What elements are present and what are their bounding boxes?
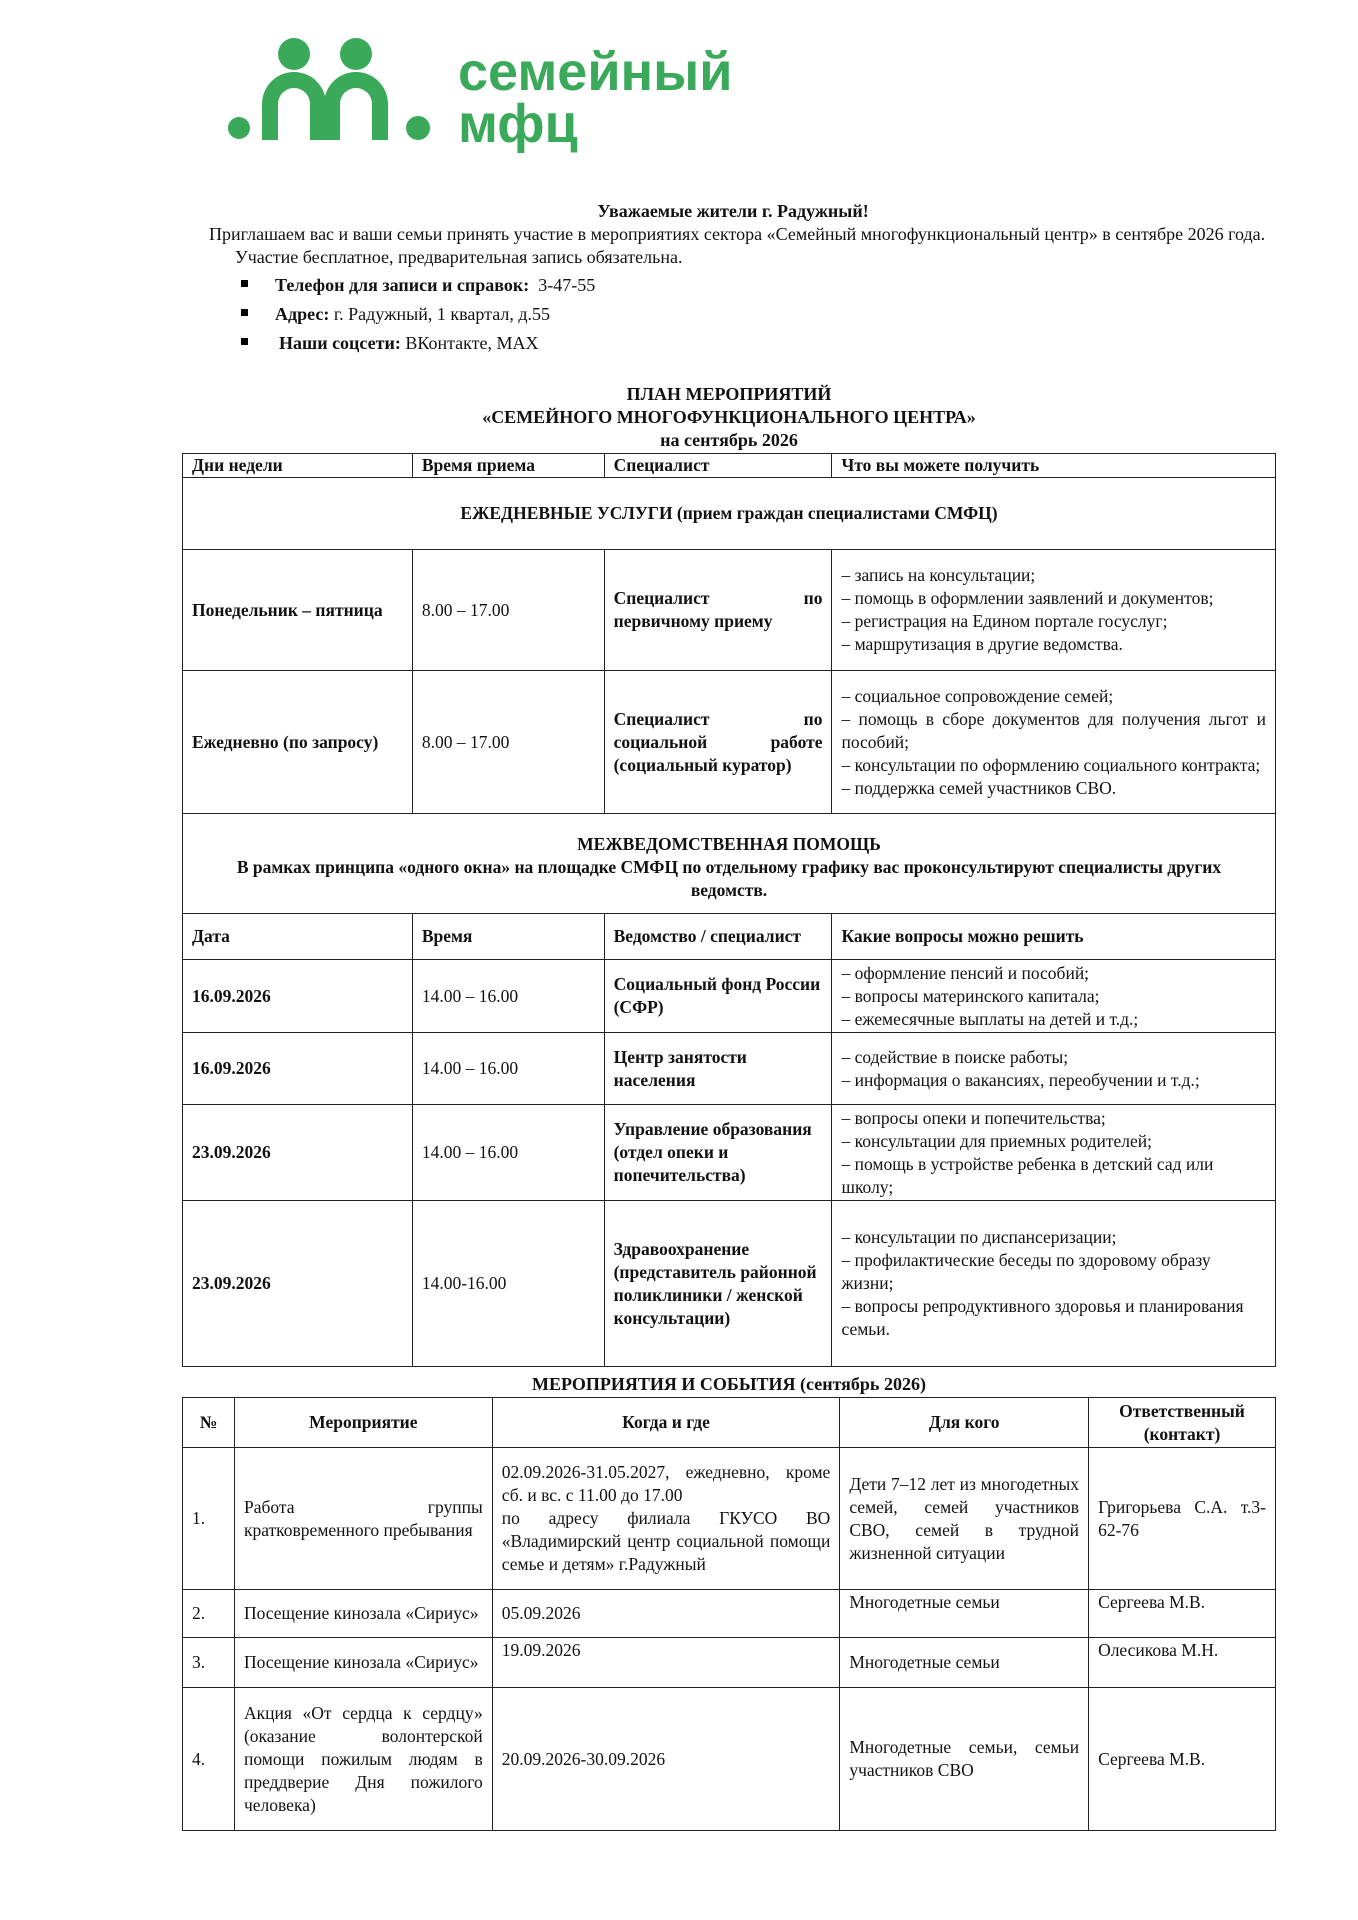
greeting: Уважаемые жители г. Радужный!	[597, 201, 869, 221]
bullet-square-icon	[241, 280, 248, 287]
inter-title: МЕЖВЕДОМСТВЕННАЯ ПОМОЩЬ	[577, 834, 881, 854]
header-specialist: Специалист	[604, 454, 832, 478]
inter-date: 16.09.2026	[183, 1033, 413, 1105]
plan-header-row	[183, 454, 1276, 478]
event-who: Дети 7–12 лет из многодетных семей, семей участников СВО, семей в трудной жизненной ситуации	[840, 1448, 1089, 1590]
daily-specialist: Специалист по социальной работе (социальный куратор)	[604, 671, 832, 814]
family-logo-icon	[228, 36, 448, 146]
plan-title: ПЛАН МЕРОПРИЯТИЙ «СЕМЕЙНОГО МНОГОФУНКЦИОНАЛЬНОГО ЦЕНТРА» на сентябрь 2026	[482, 384, 976, 450]
event-row-4	[183, 1688, 1276, 1831]
event-contact: Олесикова М.Н.	[1089, 1638, 1276, 1688]
header-issues: Какие вопросы можно решить	[832, 914, 1276, 960]
event-name: Акция «От сердца к сердцу» (оказание волонтерской помощи пожилым людям в преддверие Дня пожилого человека)	[234, 1688, 492, 1831]
daily-days: Понедельник – пятница	[183, 550, 413, 671]
header-time: Время	[412, 914, 604, 960]
daily-section-title: ЕЖЕДНЕВНЫЕ УСЛУГИ (прием граждан специалистами СМФЦ)	[183, 478, 1276, 550]
inter-date: 23.09.2026	[183, 1201, 413, 1367]
contacts-list	[193, 271, 1273, 358]
contact-social: Наши соцсети: ВКонтакте, MAX	[193, 329, 1273, 358]
event-num: 1.	[183, 1448, 235, 1590]
logo-text	[458, 42, 733, 154]
inter-time: 14.00 – 16.00	[412, 1033, 604, 1105]
logo-line-1: семейный	[458, 42, 733, 102]
event-who: Многодетные семьи, семьи участников СВО	[840, 1688, 1089, 1831]
inter-header-row	[183, 914, 1276, 960]
daily-services: – запись на консультации; – помощь в оформлении заявлений и документов; – регистрация на Едином портале госуслуг; – маршрутизация в другие ведомства.	[832, 550, 1276, 671]
event-num: 3.	[183, 1638, 235, 1688]
event-who: Многодетные семьи	[840, 1590, 1089, 1638]
bullet-square-icon	[241, 338, 248, 345]
event-contact: Сергеева М.В.	[1089, 1590, 1276, 1638]
event-when: 19.09.2026	[492, 1638, 840, 1688]
inter-agency: Здравоохранение (представитель районной поликлиники / женской консультации)	[604, 1201, 832, 1367]
inter-time: 14.00 – 16.00	[412, 960, 604, 1033]
logo	[228, 36, 788, 154]
header-days: Дни недели	[183, 454, 413, 478]
inter-agency: Центр занятости населения	[604, 1033, 832, 1105]
event-contact: Григорьева С.А. т.3-62-76	[1089, 1448, 1276, 1590]
header-agency: Ведомство / специалист	[604, 914, 832, 960]
events-header-row	[183, 1398, 1276, 1448]
inter-date: 23.09.2026	[183, 1105, 413, 1201]
inter-date: 16.09.2026	[183, 960, 413, 1033]
event-when: 20.09.2026-30.09.2026	[492, 1688, 840, 1831]
inter-time: 14.00-16.00	[412, 1201, 604, 1367]
free-note: Участие бесплатное, предварительная запись обязательна.	[235, 247, 683, 267]
plan-table	[182, 453, 1276, 1367]
header-event: Мероприятие	[234, 1398, 492, 1448]
event-row-2	[183, 1590, 1276, 1638]
inter-row-3	[183, 1105, 1276, 1201]
inter-issues: – вопросы опеки и попечительства; – консультации для приемных родителей; – помощь в устройстве ребенка в детский сад или школу;	[832, 1105, 1276, 1201]
header-when: Когда и где	[492, 1398, 840, 1448]
event-who: Многодетные семьи	[840, 1638, 1089, 1688]
header-date: Дата	[183, 914, 413, 960]
contact-address: Адрес: г. Радужный, 1 квартал, д.55	[193, 300, 1273, 329]
logo-line-2: мфц	[458, 94, 578, 154]
header-num: №	[183, 1398, 235, 1448]
daily-row-2	[183, 671, 1276, 814]
inter-issues: – содействие в поиске работы; – информация о вакансиях, переобучении и т.д.;	[832, 1033, 1276, 1105]
event-row-3	[183, 1638, 1276, 1688]
daily-row-1	[183, 550, 1276, 671]
inter-agency: Социальный фонд России (СФР)	[604, 960, 832, 1033]
event-when: 02.09.2026-31.05.2027, ежедневно, кроме сб. и вс. с 11.00 до 17.00 по адресу филиала ГКУСО ВО «Владимирский центр социальной помощи семье и детям» г.Радужный	[492, 1448, 840, 1590]
event-name: Посещение кинозала «Сириус»	[234, 1638, 492, 1688]
header-services: Что вы можете получить	[832, 454, 1276, 478]
daily-days: Ежедневно (по запросу)	[183, 671, 413, 814]
inter-section	[183, 814, 1276, 914]
inter-desc: В рамках принципа «одного окна» на площадке СМФЦ по отдельному графику вас проконсультируют специалисты других ведомств.	[236, 857, 1222, 900]
inter-row-4	[183, 1201, 1276, 1367]
inter-issues: – оформление пенсий и пособий; – вопросы материнского капитала; – ежемесячные выплаты на детей и т.д.;	[832, 960, 1276, 1033]
daily-specialist: Специалист по первичному приему	[604, 550, 832, 671]
daily-section-row	[183, 478, 1276, 550]
header-who: Для кого	[840, 1398, 1089, 1448]
events-table	[182, 1397, 1276, 1831]
event-num: 2.	[183, 1590, 235, 1638]
invite-text: Приглашаем вас и ваши семьи принять участие в мероприятиях сектора «Семейный многофункциональный центр» в сентябре 2026 года.	[209, 224, 1266, 244]
event-when: 05.09.2026	[492, 1590, 840, 1638]
inter-section-row	[183, 814, 1276, 914]
inter-row-2	[183, 1033, 1276, 1105]
events-title: МЕРОПРИЯТИЯ И СОБЫТИЯ (сентябрь 2026)	[532, 1374, 926, 1394]
event-name: Работа группы кратковременного пребывания	[234, 1448, 492, 1590]
intro	[193, 200, 1273, 358]
header-contact: Ответственный (контакт)	[1089, 1398, 1276, 1448]
event-row-1	[183, 1448, 1276, 1590]
event-name: Посещение кинозала «Сириус»	[234, 1590, 492, 1638]
contact-phone: Телефон для записи и справок: 3-47-55	[193, 271, 1273, 300]
bullet-square-icon	[241, 309, 248, 316]
event-contact: Сергеева М.В.	[1089, 1688, 1276, 1831]
daily-services: – социальное сопровождение семей; – помощь в сборе документов для получения льгот и пособий; – консультации по оформлению социального контракта; – поддержка семей участников СВО.	[832, 671, 1276, 814]
inter-issues: – консультации по диспансеризации; – профилактические беседы по здоровому образу жизни; – вопросы репродуктивного здоровья и планирования семьи.	[832, 1201, 1276, 1367]
inter-agency: Управление образования (отдел опеки и попечительства)	[604, 1105, 832, 1201]
header-time: Время приема	[412, 454, 604, 478]
inter-row-1	[183, 960, 1276, 1033]
daily-time: 8.00 – 17.00	[412, 550, 604, 671]
daily-time: 8.00 – 17.00	[412, 671, 604, 814]
inter-time: 14.00 – 16.00	[412, 1105, 604, 1201]
event-num: 4.	[183, 1688, 235, 1831]
